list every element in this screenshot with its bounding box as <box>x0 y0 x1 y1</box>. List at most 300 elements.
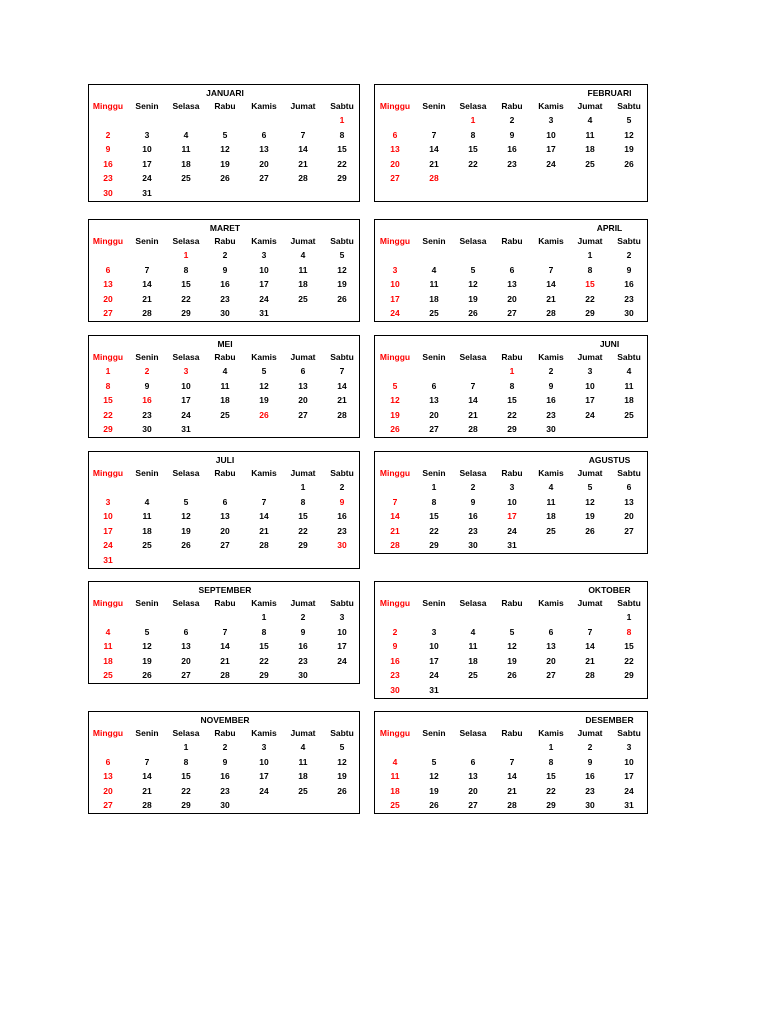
weekday-header-senin: Senin <box>135 728 159 738</box>
day-cell: 3 <box>509 482 515 492</box>
weekday-header-selasa: Selasa <box>459 728 487 738</box>
day-cell: 12 <box>259 380 269 391</box>
weekday-header-jumat: Jumat <box>577 598 603 608</box>
weekday-header-jumat: Jumat <box>290 352 316 362</box>
day-cell: 27 <box>220 540 230 550</box>
day-cell: 28 <box>429 173 439 183</box>
day-cell: 20 <box>103 293 113 304</box>
day-cell: 16 <box>103 158 113 169</box>
day-cell: 25 <box>142 540 152 550</box>
day-cell: 23 <box>142 409 152 420</box>
day-cell: 6 <box>105 756 111 767</box>
day-cell: 7 <box>392 496 398 507</box>
month-block-november <box>88 711 360 814</box>
day-cell: 2 <box>626 250 632 260</box>
day-cell: 7 <box>470 380 476 391</box>
day-cell: 13 <box>103 279 113 289</box>
day-cell: 9 <box>300 626 306 637</box>
day-cell: 30 <box>220 308 230 318</box>
day-cell: 3 <box>105 496 111 507</box>
weekday-header-senin: Senin <box>135 236 159 246</box>
day-cell: 10 <box>103 511 113 521</box>
day-cell: 15 <box>585 279 595 289</box>
day-cell: 4 <box>392 756 398 767</box>
day-cell: 12 <box>142 641 152 651</box>
day-cell: 21 <box>468 409 478 420</box>
day-cell: 6 <box>470 756 476 767</box>
weekday-header-rabu: Rabu <box>214 101 236 111</box>
day-cell: 27 <box>259 173 269 183</box>
day-cell: 22 <box>546 785 556 796</box>
day-cell: 28 <box>259 540 269 550</box>
day-cell: 23 <box>103 173 113 183</box>
day-cell: 21 <box>142 785 152 796</box>
day-cell: 21 <box>546 293 556 304</box>
day-cell: 29 <box>298 540 308 550</box>
day-cell: 28 <box>468 424 478 434</box>
day-cell: 15 <box>103 395 113 405</box>
day-cell: 5 <box>144 626 150 637</box>
month-block-februari <box>374 84 648 202</box>
day-cell: 24 <box>337 655 347 666</box>
day-cell: 20 <box>103 785 113 796</box>
day-cell: 3 <box>626 742 632 752</box>
day-cell: 27 <box>298 409 308 420</box>
day-cell: 5 <box>183 496 189 507</box>
day-cell: 19 <box>507 655 517 666</box>
day-cell: 7 <box>339 366 345 376</box>
day-cell: 9 <box>548 380 554 391</box>
day-cell: 6 <box>392 129 398 140</box>
day-cell: 4 <box>144 496 150 507</box>
weekday-header-jumat: Jumat <box>290 468 316 478</box>
day-cell: 18 <box>103 655 113 666</box>
day-cell: 16 <box>390 655 400 666</box>
day-cell: 21 <box>337 395 347 405</box>
day-cell: 27 <box>103 308 113 318</box>
weekday-header-sabtu: Sabtu <box>330 236 354 246</box>
weekday-header-minggu: Minggu <box>379 598 411 608</box>
day-cell: 18 <box>390 785 400 796</box>
weekday-header-kamis: Kamis <box>251 468 277 478</box>
month-block-oktober <box>374 581 648 699</box>
day-cell: 22 <box>337 158 347 169</box>
day-cell: 22 <box>298 525 308 536</box>
day-cell: 2 <box>300 612 306 622</box>
day-cell: 12 <box>468 279 478 289</box>
day-cell: 13 <box>259 144 269 154</box>
month-title: JANUARI <box>206 88 244 98</box>
day-cell: 12 <box>390 395 400 405</box>
weekday-header-minggu: Minggu <box>379 101 411 111</box>
weekday-header-sabtu: Sabtu <box>617 728 641 738</box>
day-cell: 11 <box>181 144 191 154</box>
day-cell: 25 <box>468 670 478 680</box>
weekday-header-sabtu: Sabtu <box>330 598 354 608</box>
weekday-header-rabu: Rabu <box>501 101 523 111</box>
day-cell: 30 <box>220 800 230 810</box>
day-cell: 27 <box>546 670 556 680</box>
day-cell: 20 <box>507 293 517 304</box>
weekday-header-senin: Senin <box>422 236 446 246</box>
day-cell: 5 <box>339 250 345 260</box>
day-cell: 19 <box>624 144 634 154</box>
day-cell: 10 <box>624 756 634 767</box>
day-cell: 15 <box>546 771 556 781</box>
day-cell: 27 <box>468 800 478 810</box>
weekday-header-kamis: Kamis <box>251 101 277 111</box>
month-block-juli <box>88 451 360 569</box>
day-cell: 28 <box>142 800 152 810</box>
day-cell: 3 <box>261 250 267 260</box>
day-cell: 15 <box>337 144 347 154</box>
day-cell: 25 <box>220 409 230 420</box>
day-cell: 17 <box>103 525 113 536</box>
day-cell: 21 <box>390 525 400 536</box>
day-cell: 8 <box>431 496 437 507</box>
day-cell: 10 <box>181 380 191 391</box>
day-cell: 8 <box>105 380 111 391</box>
day-cell: 2 <box>509 115 515 125</box>
day-cell: 8 <box>470 129 476 140</box>
weekday-header-minggu: Minggu <box>92 468 124 478</box>
day-cell: 5 <box>587 482 593 492</box>
day-cell: 26 <box>390 424 400 434</box>
weekday-header-kamis: Kamis <box>251 598 277 608</box>
day-cell: 20 <box>390 158 400 169</box>
day-cell: 17 <box>390 293 400 304</box>
day-cell: 31 <box>142 187 152 198</box>
day-cell: 16 <box>546 395 556 405</box>
weekday-header-kamis: Kamis <box>538 728 564 738</box>
day-cell: 22 <box>585 293 595 304</box>
weekday-header-selasa: Selasa <box>172 236 200 246</box>
day-cell: 18 <box>181 158 191 169</box>
month-block-april <box>374 219 648 322</box>
month-block-juni <box>374 335 648 438</box>
day-cell: 11 <box>103 641 113 651</box>
day-cell: 22 <box>624 655 634 666</box>
day-cell: 28 <box>142 308 152 318</box>
day-cell: 7 <box>222 626 228 637</box>
day-cell: 3 <box>392 264 398 275</box>
weekday-header-minggu: Minggu <box>379 236 411 246</box>
day-cell: 6 <box>431 380 437 391</box>
day-cell: 2 <box>222 742 228 752</box>
day-cell: 29 <box>546 800 556 810</box>
day-cell: 2 <box>105 129 111 140</box>
day-cell: 18 <box>429 293 439 304</box>
day-cell: 24 <box>585 409 595 420</box>
day-cell: 5 <box>222 129 228 140</box>
day-cell: 1 <box>300 482 306 492</box>
day-cell: 9 <box>587 756 593 767</box>
month-title: MARET <box>209 223 241 233</box>
day-cell: 24 <box>429 670 439 680</box>
day-cell: 31 <box>507 540 517 550</box>
weekday-header-sabtu: Sabtu <box>330 728 354 738</box>
day-cell: 23 <box>337 525 347 536</box>
weekday-header-selasa: Selasa <box>459 598 487 608</box>
weekday-header-minggu: Minggu <box>379 728 411 738</box>
day-cell: 11 <box>429 279 439 289</box>
day-cell: 15 <box>468 144 478 154</box>
day-cell: 7 <box>144 264 150 275</box>
day-cell: 28 <box>298 173 308 183</box>
weekday-header-jumat: Jumat <box>577 101 603 111</box>
day-cell: 1 <box>470 115 476 125</box>
day-cell: 1 <box>339 115 345 125</box>
weekday-header-senin: Senin <box>422 352 446 362</box>
weekday-header-jumat: Jumat <box>577 468 603 478</box>
day-cell: 9 <box>222 756 228 767</box>
day-cell: 28 <box>546 308 556 318</box>
day-cell: 2 <box>470 482 476 492</box>
day-cell: 23 <box>468 525 478 536</box>
day-cell: 21 <box>220 655 230 666</box>
day-cell: 17 <box>546 144 556 154</box>
day-cell: 17 <box>585 395 595 405</box>
day-cell: 5 <box>261 366 267 376</box>
day-cell: 12 <box>624 129 634 140</box>
weekday-header-selasa: Selasa <box>459 101 487 111</box>
day-cell: 4 <box>222 366 228 376</box>
day-cell: 16 <box>507 144 517 154</box>
month-block-desember <box>374 711 648 814</box>
day-cell: 21 <box>259 525 269 536</box>
day-cell: 21 <box>507 785 517 796</box>
day-cell: 13 <box>103 771 113 781</box>
day-cell: 10 <box>507 496 517 507</box>
day-cell: 29 <box>507 424 517 434</box>
weekday-header-senin: Senin <box>135 598 159 608</box>
day-cell: 25 <box>298 293 308 304</box>
day-cell: 18 <box>298 279 308 289</box>
weekday-header-rabu: Rabu <box>214 598 236 608</box>
day-cell: 11 <box>298 264 308 275</box>
month-title: AGUSTUS <box>588 455 631 465</box>
day-cell: 4 <box>431 264 437 275</box>
day-cell: 2 <box>144 366 150 376</box>
day-cell: 9 <box>339 496 345 507</box>
day-cell: 18 <box>142 525 152 536</box>
weekday-header-senin: Senin <box>135 468 159 478</box>
day-cell: 3 <box>431 626 437 637</box>
day-cell: 10 <box>585 380 595 391</box>
day-cell: 6 <box>626 482 632 492</box>
day-cell: 21 <box>142 293 152 304</box>
day-cell: 24 <box>259 293 269 304</box>
day-cell: 13 <box>220 511 230 521</box>
month-title: MEI <box>217 339 233 349</box>
day-cell: 17 <box>429 655 439 666</box>
day-cell: 14 <box>337 380 347 391</box>
day-cell: 8 <box>339 129 345 140</box>
day-cell: 8 <box>509 380 515 391</box>
day-cell: 11 <box>390 771 400 781</box>
day-cell: 26 <box>142 670 152 680</box>
day-cell: 6 <box>183 626 189 637</box>
day-cell: 2 <box>548 366 554 376</box>
day-cell: 29 <box>259 670 269 680</box>
day-cell: 14 <box>220 641 230 651</box>
weekday-header-rabu: Rabu <box>501 598 523 608</box>
day-cell: 1 <box>105 366 111 376</box>
day-cell: 20 <box>624 511 634 521</box>
day-cell: 28 <box>585 670 595 680</box>
day-cell: 13 <box>298 380 308 391</box>
day-cell: 30 <box>390 684 400 695</box>
day-cell: 16 <box>220 771 230 781</box>
day-cell: 4 <box>587 115 593 125</box>
day-cell: 17 <box>337 641 347 651</box>
day-cell: 19 <box>337 771 347 781</box>
day-cell: 8 <box>261 626 267 637</box>
day-cell: 2 <box>339 482 345 492</box>
day-cell: 20 <box>429 409 439 420</box>
weekday-header-selasa: Selasa <box>172 598 200 608</box>
day-cell: 13 <box>181 641 191 651</box>
day-cell: 17 <box>181 395 191 405</box>
day-cell: 28 <box>390 540 400 550</box>
day-cell: 30 <box>337 540 347 550</box>
weekday-header-selasa: Selasa <box>459 468 487 478</box>
day-cell: 27 <box>181 670 191 680</box>
day-cell: 16 <box>298 641 308 651</box>
day-cell: 19 <box>181 525 191 536</box>
day-cell: 25 <box>390 800 400 810</box>
weekday-header-jumat: Jumat <box>290 728 316 738</box>
day-cell: 20 <box>468 785 478 796</box>
day-cell: 4 <box>300 250 306 260</box>
weekday-header-rabu: Rabu <box>214 728 236 738</box>
day-cell: 11 <box>546 496 556 507</box>
day-cell: 16 <box>142 395 152 405</box>
day-cell: 25 <box>429 308 439 318</box>
weekday-header-kamis: Kamis <box>538 236 564 246</box>
weekday-header-sabtu: Sabtu <box>330 101 354 111</box>
day-cell: 2 <box>587 742 593 752</box>
weekday-header-rabu: Rabu <box>214 468 236 478</box>
weekday-header-selasa: Selasa <box>172 468 200 478</box>
day-cell: 4 <box>626 366 632 376</box>
day-cell: 3 <box>339 612 345 622</box>
day-cell: 20 <box>298 395 308 405</box>
day-cell: 15 <box>298 511 308 521</box>
day-cell: 7 <box>431 129 437 140</box>
day-cell: 11 <box>585 129 595 140</box>
day-cell: 19 <box>337 279 347 289</box>
day-cell: 16 <box>337 511 347 521</box>
weekday-header-jumat: Jumat <box>577 352 603 362</box>
weekday-header-selasa: Selasa <box>172 352 200 362</box>
day-cell: 18 <box>585 144 595 154</box>
month-block-september <box>88 581 360 684</box>
month-title: APRIL <box>596 223 623 233</box>
month-block-mei <box>88 335 360 438</box>
day-cell: 26 <box>181 540 191 550</box>
weekday-header-rabu: Rabu <box>501 352 523 362</box>
day-cell: 17 <box>624 771 634 781</box>
weekday-header-senin: Senin <box>422 101 446 111</box>
day-cell: 5 <box>392 380 398 391</box>
month-title: DESEMBER <box>585 715 634 725</box>
day-cell: 19 <box>390 409 400 420</box>
day-cell: 14 <box>468 395 478 405</box>
day-cell: 16 <box>624 279 634 289</box>
day-cell: 25 <box>546 525 556 536</box>
day-cell: 9 <box>222 264 228 275</box>
day-cell: 10 <box>337 626 347 637</box>
day-cell: 27 <box>624 525 634 536</box>
day-cell: 14 <box>142 279 152 289</box>
day-cell: 6 <box>300 366 306 376</box>
day-cell: 29 <box>103 424 113 434</box>
month-block-agustus <box>374 451 648 554</box>
day-cell: 5 <box>339 742 345 752</box>
day-cell: 23 <box>507 158 517 169</box>
month-title: NOVEMBER <box>200 715 250 725</box>
day-cell: 23 <box>390 670 400 680</box>
day-cell: 3 <box>587 366 593 376</box>
weekday-header-jumat: Jumat <box>577 728 603 738</box>
day-cell: 8 <box>587 264 593 275</box>
day-cell: 31 <box>181 424 191 434</box>
day-cell: 25 <box>624 409 634 420</box>
day-cell: 30 <box>298 670 308 680</box>
day-cell: 7 <box>261 496 267 507</box>
month-title: OKTOBER <box>588 585 631 595</box>
weekday-header-sabtu: Sabtu <box>330 468 354 478</box>
day-cell: 11 <box>298 756 308 767</box>
weekday-header-minggu: Minggu <box>92 728 124 738</box>
day-cell: 3 <box>183 366 189 376</box>
weekday-header-minggu: Minggu <box>379 352 411 362</box>
day-cell: 20 <box>259 158 269 169</box>
day-cell: 19 <box>468 293 478 304</box>
weekday-header-sabtu: Sabtu <box>617 468 641 478</box>
day-cell: 14 <box>546 279 556 289</box>
day-cell: 14 <box>429 144 439 154</box>
weekday-header-kamis: Kamis <box>251 728 277 738</box>
day-cell: 25 <box>181 173 191 183</box>
weekday-header-sabtu: Sabtu <box>617 101 641 111</box>
day-cell: 19 <box>259 395 269 405</box>
month-title: FEBRUARI <box>587 88 632 98</box>
day-cell: 29 <box>429 540 439 550</box>
day-cell: 3 <box>144 129 150 140</box>
day-cell: 18 <box>468 655 478 666</box>
day-cell: 9 <box>626 264 632 275</box>
day-cell: 19 <box>585 511 595 521</box>
day-cell: 13 <box>468 771 478 781</box>
day-cell: 14 <box>390 511 400 521</box>
day-cell: 16 <box>468 511 478 521</box>
day-cell: 22 <box>259 655 269 666</box>
weekday-header-kamis: Kamis <box>251 352 277 362</box>
day-cell: 30 <box>585 800 595 810</box>
day-cell: 12 <box>181 511 191 521</box>
day-cell: 26 <box>585 525 595 536</box>
day-cell: 30 <box>624 308 634 318</box>
day-cell: 23 <box>585 785 595 796</box>
day-cell: 7 <box>587 626 593 637</box>
day-cell: 14 <box>507 771 517 781</box>
day-cell: 10 <box>259 264 269 275</box>
day-cell: 11 <box>468 641 478 651</box>
day-cell: 17 <box>507 511 517 521</box>
day-cell: 26 <box>468 308 478 318</box>
